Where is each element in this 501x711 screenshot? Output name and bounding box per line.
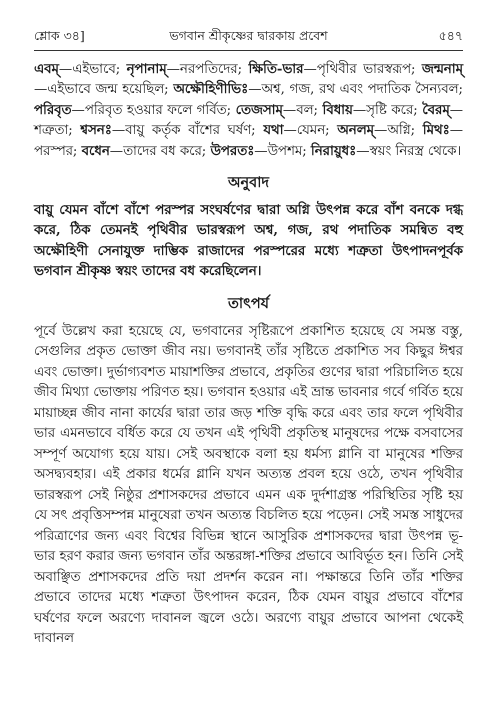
synonym-meaning: —এইভাবে; [58,62,127,77]
synonym-meaning: —সৃষ্টি করে; [352,102,423,118]
synonym-term: শ্বসনঃ [80,123,112,139]
synonym-entry [173,82,463,97]
synonym-meaning: —বায়ু কর্তৃক বাঁশের ঘর্ষণ; [111,123,264,139]
synonym-entry [311,144,461,159]
synonym-entry [248,62,421,77]
synonym-meaning: —স্বয়ং নিরস্ত্র থেকে। [356,143,462,159]
synonym-entry [323,103,423,118]
synonym-entry [127,62,249,77]
synonym-meaning: —পরিবৃত হওয়ার ফলে গর্বিত; [71,102,236,118]
translation-heading: অনুবাদ [227,174,270,192]
word-for-word-synonyms [34,60,463,162]
synonym-entry [34,62,127,77]
header-divider [34,50,463,51]
synonym-meaning: —এইভাবে জন্ম হয়েছিল; [34,82,174,98]
synonym-meaning: —যেমন; [283,123,338,139]
synonym-term: যথা [263,123,284,139]
synonym-meaning: —পরস্পর; [34,123,463,159]
page-number: ৫৪৭ [438,28,463,43]
synonym-entry [211,144,311,159]
running-header [34,28,463,46]
chapter-title: ভগবান শ্রীকৃষ্ণের দ্বারকায় প্রবেশ [169,28,328,43]
synonym-term: ক্ষিতি-ভার [248,62,304,77]
synonym-meaning: —নরপতিদের; [166,62,249,77]
synonym-term: উপরতঃ [210,143,255,159]
synonym-meaning: —অগ্নি; [374,123,423,139]
synonym-term: পরিবৃত [34,102,72,118]
synonym-term: বিধায় [322,102,353,118]
synonym-entry [236,103,323,118]
synonym-term: অনলম্ [337,123,375,139]
synonym-entry [263,123,337,138]
synonym-meaning: —বল; [282,102,323,118]
verse-number: শ্লোক ৩৪] [34,28,85,43]
synonym-term: নিরায়ুধঃ [310,143,357,159]
purport-heading: তাৎপর্য [227,294,270,312]
synonym-meaning: —উপশম; [254,143,311,159]
synonym-entry [34,103,236,118]
synonym-entry [80,123,263,138]
synonym-meaning: —পৃথিবীর ভারস্বরূপ; [303,62,422,77]
synonym-term: এবম্ [34,62,59,77]
synonym-term: তেজসাম্ [235,102,283,118]
synonym-term: অক্ষৌহিণীভিঃ [173,82,249,98]
synonym-term: মিথঃ [422,123,450,139]
synonym-entry [337,123,423,138]
synonym-term: জন্মনাম্ [421,62,463,77]
synonym-term: বধেন [81,143,110,159]
purport-text: পূর্বে উল্লেখ করা হয়েছে যে, ভগবানের সৃষ্টিরূপে প্রকাশিত হয়েছে যে সমস্ত বস্তু, সেগুলির প্রকৃত ভোক্তা জীব নয়। ভগবানই তাঁর সৃষ্টিতে প্রকাশিত সব কিছুর ঈশ্বর এবং ভোক্তা। দুর্ভাগ্যবশত মায়াশক্তির প্রভাবে, প্রকৃতির গুণের দ্বারা পরিচালিত হয়ে জীব মিথ্যা ভোক্তায় পরিণত হয়। ভগবান হওয়ার এই ভ্রান্ত ভাবনার গর্বে গর্বিত হয়ে মায়াচ্ছন্ন জীব নানা কার্যের দ্বারা তার জড় শক্তি বৃদ্ধি করে এবং তার ফলে পৃথিবীর ভার এমনভাবে বর্ধিত করে যে তখন এই পৃথিবী প্রকৃতিস্থ মানুষদের পক্ষে বসবাসের সম্পূর্ণ অযোগ্য হয়ে যায়। সেই অবস্থাকে বলা হয় ধর্মস্য গ্লানি বা মানুষের শক্তির অসদ্ব্যবহার। এই প্রকার ধর্মের গ্লানি যখন অত্যন্ত প্রবল হয়ে ওঠে, তখন পৃথিবীর ভারস্বরূপ সেই নিষ্ঠুর প্রশাসকদের প্রভাবে এমন এক দুর্দশাগ্রস্ত পরিস্থিতির সৃষ্টি হয় যে সৎ প্রবৃত্তিসম্পন্ন মানুষেরা তখন অত্যন্ত বিচলিত হয়ে পড়েন। সেই সমস্ত সাধুদের পরিত্রাণের জন্য এবং বিশ্বের বিভিন্ন স্থানে আসুরিক প্রশাসকদের দ্বারা উৎপন্ন ভূ-ভার হরণ করার জন্য ভগবান তাঁর অন্তরঙ্গা-শক্তির প্রভাবে আবির্ভূত হন। তিনি সেই অবাঞ্ছিত প্রশাসকদের প্রতি দয়া প্রদর্শন করেন না। পক্ষান্তরে তিনি তাঁর শক্তির প্রভাবে তাদের মধ্যে শত্রুতা উৎপাদন করেন, ঠিক যেমন বায়ুর প্রভাবে বাঁশের ঘর্ষণের ফলে অরণ্যে দাবানল জ্বলে ওঠে। অরণ্যে বায়ুর প্রভাবে আপনা থেকেই দাবানল [34,323,463,647]
synonym-meaning: —শত্রুতা; [34,102,464,139]
translation-text: বায়ু যেমন বাঁশে বাঁশে পরস্পর সংঘর্ষণের দ্বারা অগ্নি উৎপন্ন করে বাঁশ বনকে দগ্ধ করে, ঠিক তেমনই পৃথিবীর ভারস্বরূপ অশ্ব, গজ, রথ পদাতিক সমন্বিত বহু অক্ষৌহিণী সেনাযুক্ত দাম্ভিক রাজাদের পরস্পরের মধ্যে শত্রুতা উৎপাদনপূর্বক ভগবান শ্রীকৃষ্ণ স্বয়ং তাদের বধ করেছিলেন। [34,203,463,280]
synonym-meaning: —অশ্ব, গজ, রথ এবং পদাতিক সৈন্যবল; [248,82,463,98]
synonym-term: নৃপানাম্ [126,62,167,77]
page-content [34,60,463,650]
synonym-term: বৈরম্ [422,102,450,118]
synonym-entry [82,144,211,159]
synonym-meaning: —তাদের বধ করে; [109,143,211,159]
